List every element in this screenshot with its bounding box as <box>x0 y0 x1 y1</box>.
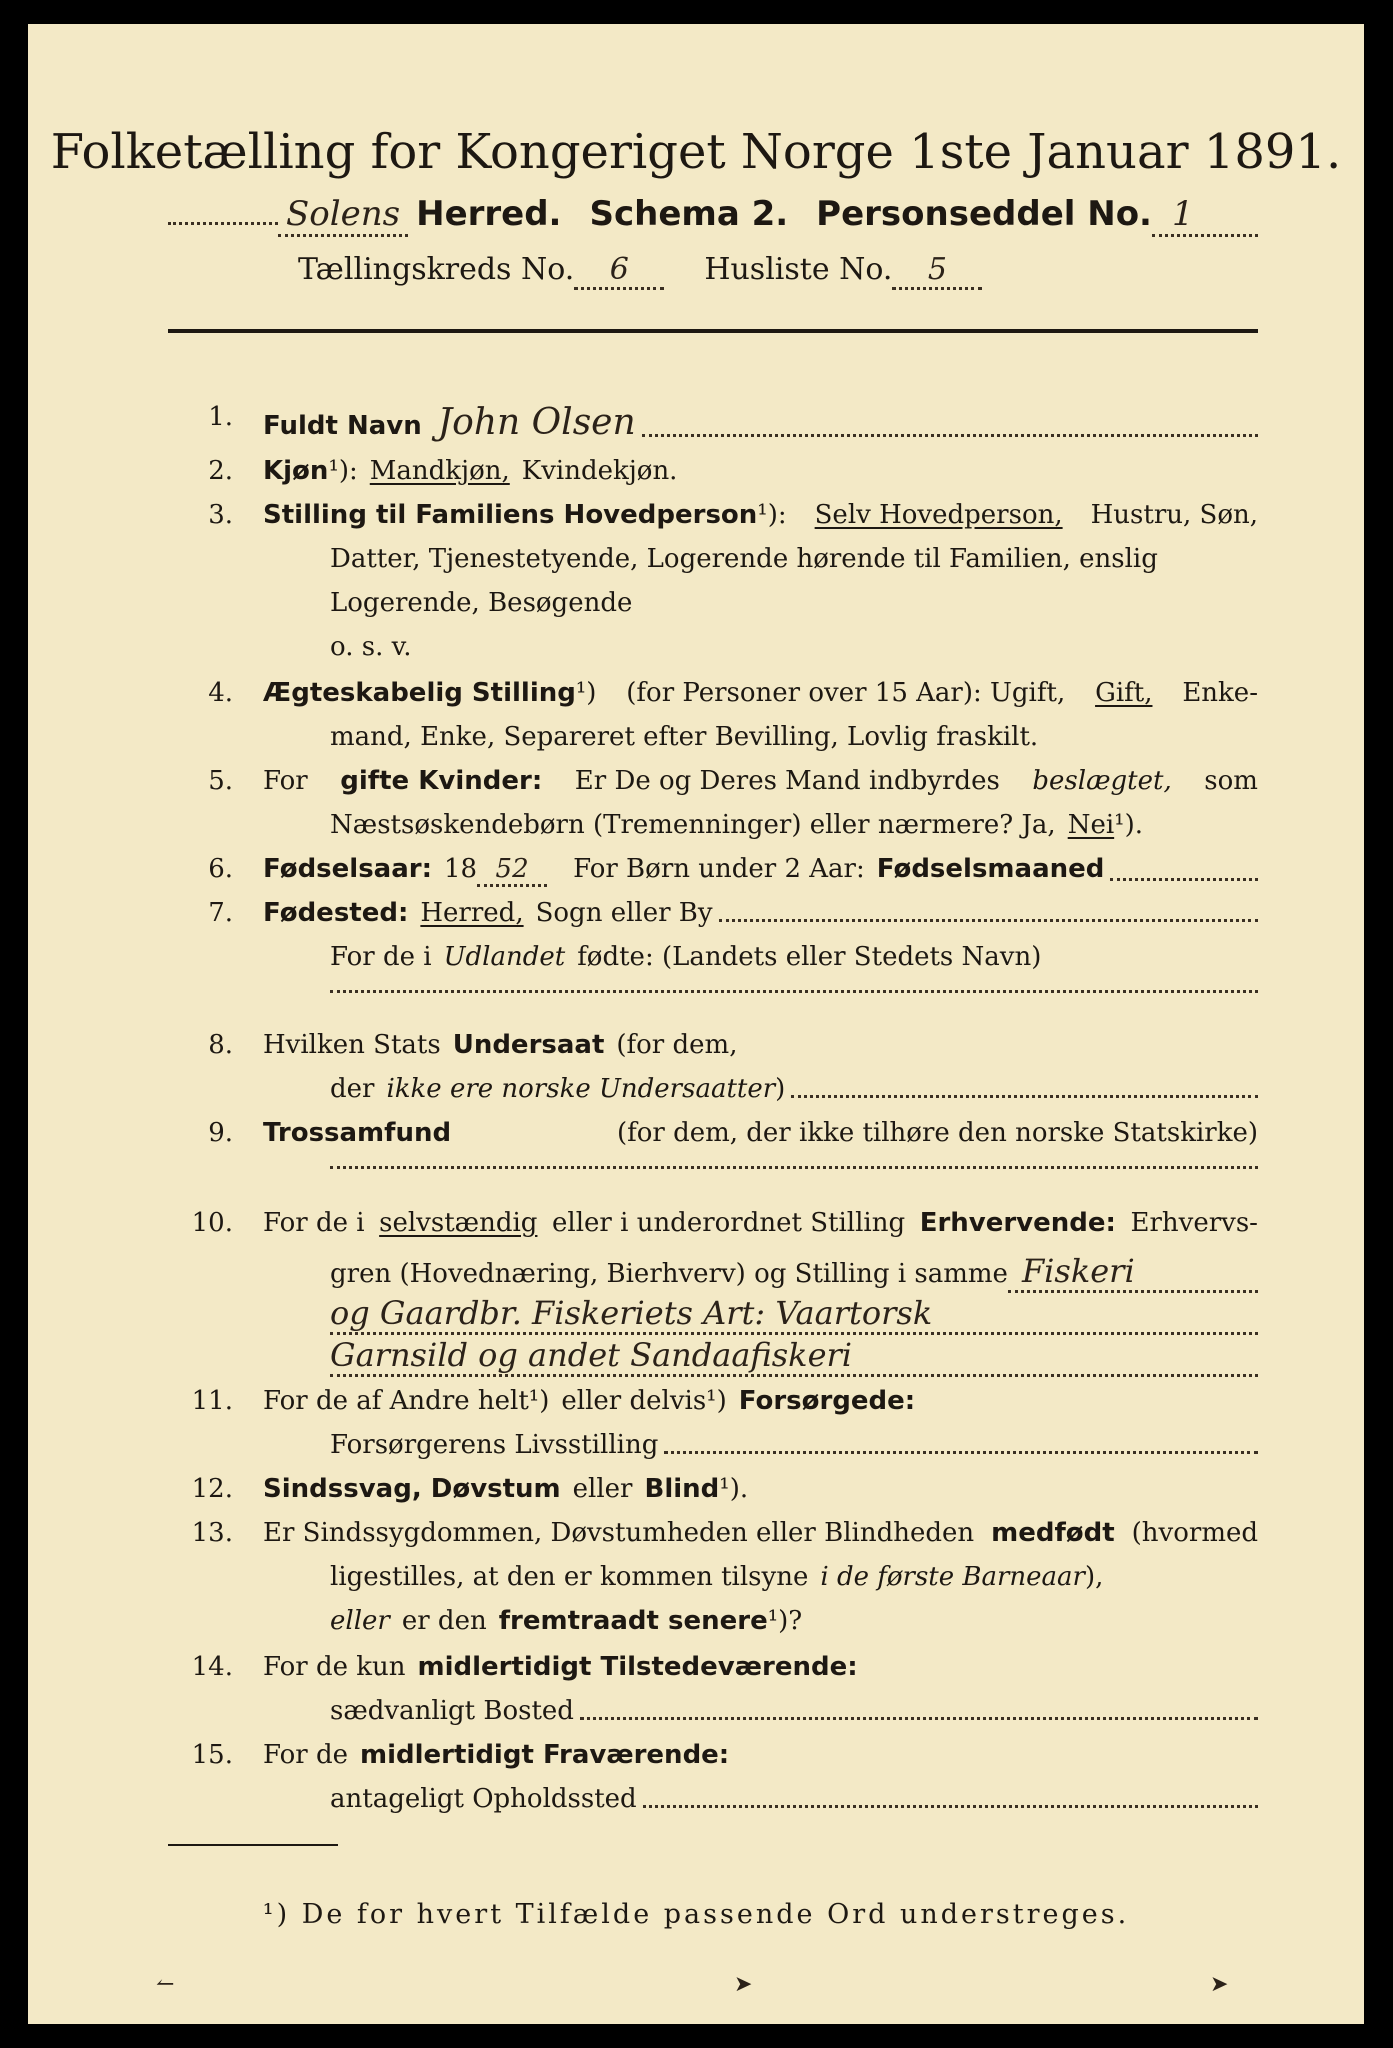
taellingskreds-label: Tællingskreds No. <box>298 252 575 287</box>
header-line-2 <box>298 252 1198 290</box>
birth-year-value: 52 <box>477 854 547 887</box>
occupation-value-1: Fiskeri <box>1008 1252 1258 1293</box>
question-number: 11. <box>191 1386 233 1416</box>
personseddel-label: Personseddel No. <box>816 194 1152 234</box>
corner-mark-left: ↼ <box>156 1972 175 1997</box>
herred-label: Herred. <box>416 194 562 234</box>
religion-label: Trossamfund <box>263 1118 452 1148</box>
dependents-label: Forsørgede: <box>738 1386 916 1416</box>
full-name-label: Fuldt Navn <box>263 411 422 441</box>
question-number: 6. <box>208 854 233 884</box>
schema-label: Schema 2. <box>589 194 789 234</box>
husliste-value: 5 <box>892 252 982 290</box>
herred-value: Solens <box>278 194 408 237</box>
citizenship-label: Undersaat <box>452 1030 605 1060</box>
question-number: 8. <box>208 1030 233 1060</box>
full-name-value: John Olsen <box>437 402 636 443</box>
question-number: 10. <box>191 1208 233 1238</box>
question-number: 5. <box>208 766 233 796</box>
question-number: 15. <box>191 1740 233 1770</box>
occupation-value-3: Garnsild og andet Sandaafiskeri <box>330 1336 1258 1377</box>
footnote-rule <box>168 1844 338 1846</box>
question-number: 13. <box>191 1518 233 1548</box>
occupation-value-2: og Gaardbr. Fiskeriets Art: Vaartorsk <box>330 1294 1258 1335</box>
sex-option-female: Kvindekjøn. <box>521 456 678 486</box>
birth-year-label: Fødselsaar: <box>263 854 432 884</box>
birthplace-label: Fødested: <box>263 898 409 928</box>
temporary-present-label: midlertidigt Tilstedeværende: <box>417 1652 858 1682</box>
header-line-1 <box>168 194 1258 237</box>
birthplace-selected: Herred, <box>420 898 524 928</box>
census-form-page: Folketælling for Kongeriget Norge 1ste Januar 1891. Solens Herred. Schema 2. Personseddel No. 1 Tællingskreds No. 6 Husliste No. 5 1. Fuldt Navn John Olsen 2. Kjøn ¹): Mandkjøn, Kvindekjøn. 3. Stilling til Familiens Hovedperson¹): Selv Hovedperson, Hustru, Søn, Datter, Tjenestetyende, Logerende hørende til Familien, enslig Logerende, Besøgende o. s. v. 4. Ægteskabelig Stilling¹) (for Personer over 15 Aar): Ugift, Gift, Enke- mand, Enke, Separeret efter Bevilling, Lovlig fraskilt. 5. For gifte Kvinder: Er De og Deres Mand indbyrdes beslægtet, som Næstsøskendebørn (Tremenninger) eller nærmere? Ja, Nei ¹). 6. Fødselsaar: 18 52 For Børn under 2 Aar: Fødselsmaaned 7. Fødested: Herred, Sogn eller By For de i Udlandet fødte: (Landets eller Stedets Navn) 8. Hvilken Stats Undersaat (for dem, der ikke ere norske Undersaatter ) 9. Trossamfund (for dem, der ikke tilhøre den norske Statskirke) 10. For de i selvstændig eller i underordnet Stilling Erhvervende: Erhvervs- gren (Hovednæring, Bierhverv) og Stilling i samme Fiskeri og Gaardbr. Fiskeriets Art: Vaartorsk Garnsild og andet Sandaafiskeri 11. For de af Andre helt ¹) eller delvis ¹) Forsørgede: Forsørgerens Livsstilling 12. Sindssvag, Døvstum eller Blind ¹). 13. Er Sindssygdommen, Døvstumheden eller Blindheden medfødt (hvormed ligestilles, at den er kommen tilsyne i de første Barneaar ), eller er den fremtraadt senere ¹)? 14. For de kun midlertidigt Tilstedeværende: sædvanligt Bosted 15. For de midlertidigt Fraværende: antageligt Opholdssted ¹) De for hvert Tilfælde passende Ord understreges. ↼ ➤ ➤ <box>28 24 1364 2024</box>
corner-mark-center: ➤ <box>734 1972 753 1997</box>
sex-option-male: Mandkjøn, <box>369 456 510 486</box>
corner-mark-right: ➤ <box>1210 1972 1229 1997</box>
congenital-label: medfødt <box>991 1518 1115 1548</box>
temporary-absent-label: midlertidigt Fraværende: <box>360 1740 730 1770</box>
birth-month-label: Fødselsmaaned <box>876 854 1105 884</box>
question-number: 12. <box>191 1474 233 1504</box>
question-number: 3. <box>208 500 233 530</box>
taellingskreds-value: 6 <box>574 252 664 290</box>
family-position-label: Stilling til Familiens Hovedperson <box>263 500 758 530</box>
occupation-label: Erhvervende: <box>919 1208 1116 1238</box>
question-number: 2. <box>208 456 233 486</box>
occupation-selected: selvstændig <box>379 1208 538 1238</box>
header-rule <box>168 329 1258 333</box>
related-option-selected: Nei <box>1067 810 1115 840</box>
question-number: 9. <box>208 1118 233 1148</box>
marital-status-selected: Gift, <box>1095 678 1153 708</box>
married-women-label: gifte Kvinder: <box>340 766 543 796</box>
question-number: 7. <box>208 898 233 928</box>
question-number: 4. <box>208 678 233 708</box>
question-number: 14. <box>191 1652 233 1682</box>
disability-label: Sindssvag, Døvstum <box>263 1474 561 1504</box>
family-position-selected: Selv Hovedperson, <box>814 500 1063 530</box>
footnote: ¹) De for hvert Tilfælde passende Ord understreges. <box>262 1899 1130 1930</box>
personseddel-value: 1 <box>1152 194 1258 237</box>
question-number: 1. <box>208 402 233 432</box>
sex-label: Kjøn <box>263 456 329 486</box>
marital-status-label: Ægteskabelig Stilling <box>263 678 576 708</box>
husliste-label: Husliste No. <box>704 252 893 287</box>
form-title: Folketælling for Kongeriget Norge 1ste Januar 1891. <box>50 124 1342 180</box>
